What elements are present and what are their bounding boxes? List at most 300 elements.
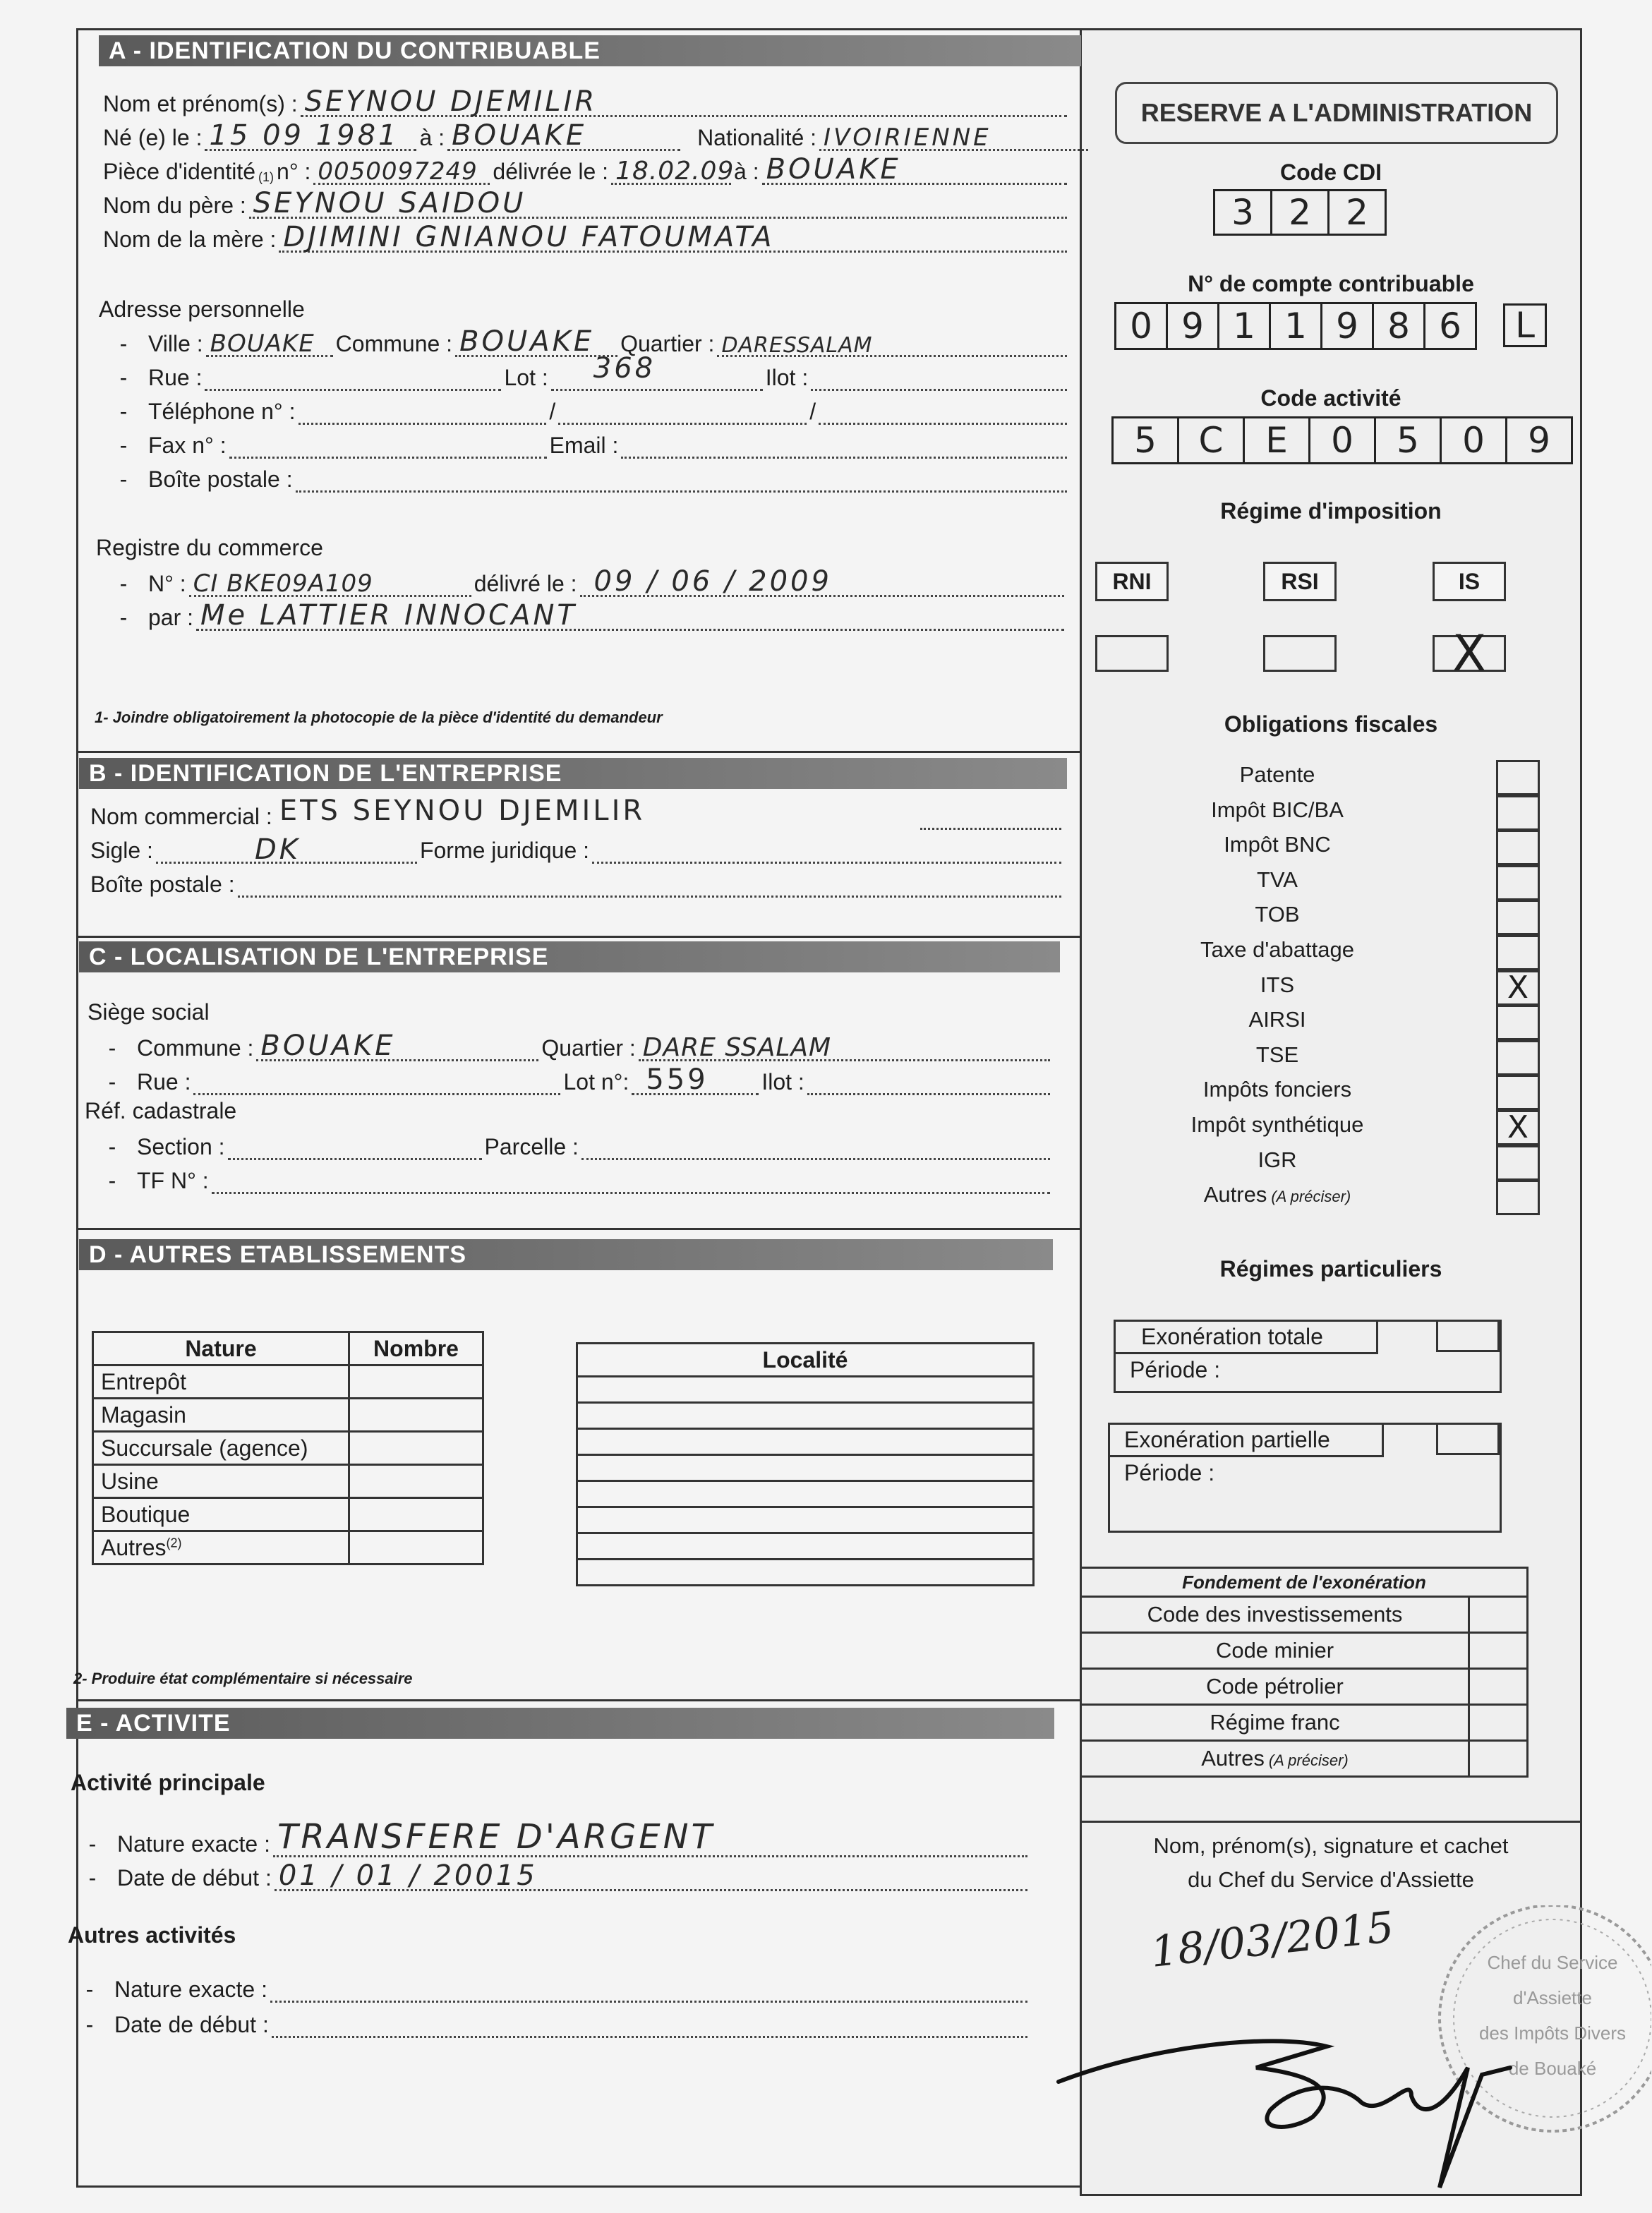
row-date-debut: [68, 1859, 1030, 1891]
boite-postale-field[interactable]: [296, 466, 1067, 493]
lieu-label: à :: [419, 125, 445, 150]
code_cdi-digit[interactable]: 2: [1327, 189, 1387, 236]
table-row: [577, 1455, 1034, 1481]
exoneration-partielle-box: [1108, 1423, 1502, 1533]
table-row: [577, 1481, 1034, 1507]
stamp-and-signature: [1044, 1905, 1651, 2213]
bullet: -: [119, 466, 128, 492]
localite-cell[interactable]: [577, 1403, 1034, 1429]
exoneration-totale-label: Exonération totale: [1116, 1322, 1378, 1354]
obligation-item: [1101, 1182, 1454, 1207]
nature-cell: [93, 1531, 349, 1564]
b-boite-postale-label: Boîte postale :: [90, 872, 235, 897]
separator: /: [809, 399, 816, 424]
localite-cell[interactable]: [577, 1429, 1034, 1455]
localite-cell[interactable]: [577, 1481, 1034, 1507]
obligation-label: AIRSI: [1248, 1007, 1306, 1032]
activite-digit[interactable]: 0: [1308, 416, 1376, 464]
signature-caption-2: du Chef du Service d'Assiette: [1188, 1867, 1474, 1892]
nature-exacte-field[interactable]: [273, 1817, 1027, 1857]
activite-digit[interactable]: 5: [1111, 416, 1179, 464]
obligation-label: Patente: [1239, 762, 1315, 787]
table-row: [577, 1560, 1034, 1586]
nombre-cell[interactable]: [349, 1465, 483, 1498]
row-autres-nature: [65, 1970, 1030, 2003]
obligation-checkbox[interactable]: [1496, 900, 1540, 935]
fondement-cell: [1081, 1597, 1469, 1633]
tf-field[interactable]: [212, 1168, 1050, 1194]
obligation-checkbox[interactable]: [1496, 1005, 1540, 1040]
telephone-field-2[interactable]: [558, 399, 807, 425]
regime-rsi-label: RSI: [1263, 562, 1337, 601]
obligation-label: Impôt synthétique: [1190, 1112, 1364, 1137]
nom-value: SEYNOU DJEMILIR: [304, 85, 598, 118]
fondement-checkbox[interactable]: [1469, 1705, 1528, 1741]
c-commune-label: Commune :: [137, 1035, 254, 1061]
piece-value: 0050097249: [318, 157, 478, 186]
rc-par-field[interactable]: [196, 599, 1064, 632]
rc-delivre-value: 09 / 06 / 2009: [593, 565, 832, 598]
table-row: [577, 1533, 1034, 1560]
bullet: -: [119, 365, 128, 390]
bullet: -: [119, 571, 128, 596]
bullet: -: [88, 1865, 97, 1891]
obligation-label: IGR: [1258, 1147, 1297, 1172]
obligation-checkbox[interactable]: [1496, 1180, 1540, 1215]
nom-commercial-line: [920, 814, 1061, 830]
row-naissance: [103, 119, 1091, 151]
regime-rni-label: RNI: [1095, 562, 1169, 601]
mere-field[interactable]: [279, 221, 1067, 253]
c-quartier-field[interactable]: [639, 1035, 1050, 1061]
sigle-field[interactable]: [156, 833, 417, 866]
row-autres-debut: [65, 2006, 1030, 2038]
parcelle-field[interactable]: [581, 1134, 1050, 1160]
autres-activites-heading: Autres activités: [68, 1922, 236, 1948]
code_cdi-digit[interactable]: 2: [1270, 189, 1330, 236]
localite-cell[interactable]: [577, 1455, 1034, 1481]
table-row: [577, 1403, 1034, 1429]
table-row: [93, 1399, 483, 1432]
table-row: [1081, 1633, 1528, 1669]
rue-label: Rue :: [148, 365, 203, 390]
sigle-value: DK: [254, 833, 301, 866]
ne-value: 15 09 1981: [209, 119, 399, 152]
regime-rni-checkbox[interactable]: [1095, 635, 1169, 672]
parcelle-label: Parcelle :: [484, 1134, 579, 1159]
activite-digit[interactable]: 5: [1374, 416, 1442, 464]
obligation-label: TSE: [1255, 1042, 1299, 1067]
bullet: -: [119, 399, 128, 424]
nature-cell: [93, 1432, 349, 1465]
obligation-item: [1101, 1007, 1454, 1032]
obligation-checkbox[interactable]: [1496, 1145, 1540, 1181]
commune-value: BOUAKE: [459, 325, 595, 358]
section-a-header: A - IDENTIFICATION DU CONTRIBUABLE: [99, 35, 1081, 66]
ne-field[interactable]: [205, 119, 416, 152]
telephone-field-1[interactable]: [299, 399, 547, 425]
compte-key-box: [1503, 303, 1547, 347]
section-d-header: D - AUTRES ETABLISSEMENTS: [79, 1239, 1053, 1270]
localite-cell[interactable]: [577, 1377, 1034, 1403]
lieu-value: BOUAKE: [452, 119, 587, 152]
localite-cell[interactable]: [577, 1507, 1034, 1533]
email-label: Email :: [549, 433, 619, 458]
bullet: -: [108, 1168, 116, 1193]
code_cdi-digit[interactable]: 3: [1213, 189, 1272, 236]
localite-cell[interactable]: [577, 1533, 1034, 1560]
fondement-checkbox[interactable]: [1469, 1597, 1528, 1633]
obligation-item: [1101, 1077, 1454, 1102]
obligation-checkbox[interactable]: [1496, 865, 1540, 900]
row-sigle: [90, 831, 1064, 864]
row-rue: [99, 352, 1070, 391]
regime-imposition-label: Régime d'imposition: [1220, 498, 1442, 524]
section-b-header: B - IDENTIFICATION DE L'ENTREPRISE: [79, 758, 1067, 789]
section-c-header: C - LOCALISATION DE L'ENTREPRISE: [79, 941, 1060, 972]
nature-cell: [93, 1498, 349, 1531]
ilot-field[interactable]: [811, 365, 1067, 391]
obligation-item: [1101, 1042, 1454, 1068]
table-row: [93, 1432, 483, 1465]
row-mere: [103, 220, 1070, 253]
table-row: [93, 1531, 483, 1564]
ref-cadastrale-heading: Réf. cadastrale: [85, 1098, 237, 1123]
regime-rsi-checkbox[interactable]: [1263, 635, 1337, 672]
compte-boxes: [1116, 302, 1477, 350]
exoneration-partielle-checkbox[interactable]: [1436, 1423, 1500, 1455]
autres-debut-label: Date de début :: [114, 2012, 269, 2037]
col-nature: Nature: [93, 1332, 349, 1365]
divider: [1080, 1821, 1582, 1823]
footnote-2: 2- Produire état complémentaire si nécessaire: [73, 1670, 413, 1687]
stamp-line: de Bouaké: [1508, 2058, 1597, 2079]
ville-value: BOUAKE: [210, 330, 315, 358]
regime-is-label: IS: [1433, 562, 1506, 601]
siege-heading: Siège social: [88, 999, 210, 1025]
table-row: [1081, 1597, 1528, 1633]
b-boite-postale-field[interactable]: [238, 872, 1061, 898]
row-telephone: [99, 392, 1070, 425]
obligation-label: ITS: [1260, 972, 1295, 997]
tf-label: TF N° :: [137, 1168, 209, 1193]
fondement-label: Autres: [1201, 1746, 1265, 1771]
divider: [76, 1699, 1081, 1701]
fondement-title: Fondement de l'exonération: [1081, 1568, 1528, 1597]
bullet: -: [119, 331, 128, 356]
c-commune-field[interactable]: [256, 1030, 538, 1062]
table-row: [93, 1465, 483, 1498]
telephone-field-3[interactable]: [819, 399, 1067, 425]
table-row: [577, 1429, 1034, 1455]
telephone-label: Téléphone n° :: [148, 399, 296, 424]
mere-value: DJIMINI GNIANOU FATOUMATA: [283, 221, 775, 253]
col-nombre: Nombre: [349, 1332, 483, 1365]
fondement-label: Régime franc: [1210, 1710, 1340, 1735]
rc-no-value: CI BKE09A109: [193, 569, 373, 598]
stamp-line: Chef du Service: [1487, 1952, 1618, 1973]
obligation-item: [1101, 972, 1454, 998]
date-debut-value: 01 / 01 / 20015: [278, 1859, 538, 1892]
boite-postale-label: Boîte postale :: [148, 466, 293, 492]
nature-label: Boutique: [101, 1501, 191, 1527]
row-ville: [99, 325, 1070, 357]
autres-nature-label: Nature exacte :: [114, 1977, 267, 2002]
c-ilot-field[interactable]: [807, 1069, 1050, 1095]
nationalite-label: Nationalité :: [697, 125, 817, 150]
ne-label: Né (e) le :: [103, 125, 203, 150]
piece-no-label: n° :: [277, 159, 311, 184]
activite-digit[interactable]: E: [1243, 416, 1310, 464]
compte-digit[interactable]: 6: [1423, 302, 1477, 350]
obligation-checkbox[interactable]: [1496, 935, 1540, 970]
fax-label: Fax n° :: [148, 433, 227, 458]
exoneration-partielle-label: Exonération partielle: [1110, 1425, 1384, 1457]
nature-label: Autres: [101, 1534, 167, 1560]
nombre-cell[interactable]: [349, 1365, 483, 1399]
c-rue-label: Rue :: [137, 1069, 191, 1095]
c-quartier-value: DARE SSALAM: [642, 1033, 832, 1062]
obligation-label: TOB: [1255, 902, 1300, 927]
nom-commercial-field[interactable]: [275, 795, 915, 830]
code-activite-boxes: [1114, 416, 1573, 464]
obligation-label: Taxe d'abattage: [1200, 937, 1354, 962]
compte-digit[interactable]: 1: [1269, 302, 1322, 350]
date-debut-field[interactable]: [275, 1859, 1027, 1892]
row-tf: [88, 1162, 1053, 1194]
code-cdi-label: Code CDI: [1280, 159, 1382, 185]
nombre-cell[interactable]: [349, 1432, 483, 1465]
obligation-note: (A préciser): [1271, 1188, 1351, 1206]
signature-icon: [1059, 2041, 1510, 2188]
rc-no-label: N° :: [148, 571, 186, 596]
nature-cell: [93, 1365, 349, 1399]
row-nom-commercial: [90, 797, 1064, 830]
nature-label: Magasin: [101, 1401, 186, 1428]
obligation-label: Impôt BNC: [1224, 832, 1331, 857]
compte-digit[interactable]: 9: [1320, 302, 1374, 350]
regime-is-checkbox[interactable]: X: [1433, 635, 1506, 672]
fondement-label: Code des investissements: [1147, 1602, 1403, 1627]
nombre-cell[interactable]: [349, 1399, 483, 1432]
section-field[interactable]: [228, 1134, 482, 1160]
reserve-administration-title: RESERVE A L'ADMINISTRATION: [1115, 82, 1558, 144]
delivree-value: 18.02.09: [615, 157, 735, 186]
nationalite-value: IVOIRIENNE: [824, 123, 991, 152]
c-lot-label: Lot n°:: [563, 1069, 629, 1095]
obligation-item: [1101, 902, 1454, 927]
c-commune-value: BOUAKE: [260, 1030, 396, 1062]
c-rue-field[interactable]: [193, 1069, 560, 1095]
nature-label: Usine: [101, 1468, 159, 1494]
row-c-commune: [88, 1029, 1053, 1061]
obligation-label: TVA: [1257, 867, 1298, 892]
nature-exacte-label: Nature exacte :: [117, 1831, 270, 1857]
compte-digit[interactable]: 9: [1166, 302, 1219, 350]
c-lot-field[interactable]: [632, 1063, 759, 1096]
compte-key[interactable]: L: [1503, 303, 1547, 347]
forme-juridique-field[interactable]: [592, 838, 1061, 864]
fondement-table: [1080, 1567, 1529, 1778]
compte-label: N° de compte contribuable: [1188, 271, 1474, 296]
nature-label: Succursale (agence): [101, 1435, 308, 1461]
exoneration-totale-periode: Période :: [1130, 1357, 1221, 1382]
autres-debut-field[interactable]: [272, 2012, 1027, 2038]
localite-table: [576, 1342, 1035, 1586]
col-localite: Localité: [577, 1344, 1034, 1377]
fondement-cell: [1081, 1669, 1469, 1705]
obligation-checkbox[interactable]: [1496, 830, 1540, 865]
exoneration-totale-box: [1114, 1320, 1502, 1393]
fondement-cell: [1081, 1633, 1469, 1669]
ilot-label: Ilot :: [765, 365, 809, 390]
obligation-item: [1101, 1147, 1454, 1173]
nombre-cell[interactable]: [349, 1531, 483, 1564]
bullet: -: [88, 1831, 97, 1857]
row-pere: [103, 186, 1070, 219]
divider: [76, 751, 1081, 753]
bullet: -: [108, 1134, 116, 1159]
row-b-boite-postale: [90, 865, 1064, 898]
signature-date: 18/03/2015: [1148, 1903, 1397, 1977]
localite-cell[interactable]: [577, 1560, 1034, 1586]
delivree-label: délivrée le :: [493, 159, 609, 184]
row-fax: [99, 426, 1070, 459]
ville-label: Ville :: [148, 331, 203, 356]
row-registre-no: [99, 565, 1067, 597]
obligation-item: [1101, 832, 1454, 857]
table-row: [93, 1365, 483, 1399]
fondement-note: (A préciser): [1268, 1751, 1349, 1769]
nature-cell: [93, 1465, 349, 1498]
rc-par-label: par :: [148, 605, 194, 630]
row-nature-exacte: [68, 1817, 1030, 1857]
rc-par-value: Me LATTIER INNOCANT: [200, 599, 577, 632]
fondement-cell: [1081, 1741, 1469, 1777]
compte-digit[interactable]: 1: [1217, 302, 1271, 350]
lieu-field[interactable]: [447, 119, 680, 152]
row-nom: [103, 85, 1070, 117]
nature-label: Entrepôt: [101, 1368, 186, 1394]
delivree-a-field[interactable]: [762, 153, 1067, 186]
obligation-checkbox[interactable]: [1496, 1075, 1540, 1110]
adresse-heading: Adresse personnelle: [99, 296, 305, 322]
exoneration-totale-checkbox[interactable]: [1436, 1320, 1500, 1352]
registre-heading: Registre du commerce: [96, 535, 323, 560]
delivree-field[interactable]: [611, 157, 735, 186]
footnote-ref: (2): [166, 1535, 182, 1550]
row-boite-postale: [99, 460, 1070, 493]
compte-digit[interactable]: 0: [1114, 302, 1168, 350]
rc-no-field[interactable]: [189, 571, 471, 597]
obligation-label: Impôts fonciers: [1202, 1077, 1352, 1102]
obligation-checkbox[interactable]: [1496, 760, 1540, 795]
fondement-checkbox[interactable]: [1469, 1741, 1528, 1777]
obligation-label: Autres: [1203, 1182, 1267, 1207]
pere-field[interactable]: [249, 187, 1067, 219]
ville-field[interactable]: [206, 331, 333, 357]
piece-label: Pièce d'identité: [103, 159, 256, 184]
rue-field[interactable]: [205, 365, 501, 391]
lot-field[interactable]: [551, 352, 763, 391]
row-c-rue: [88, 1063, 1053, 1095]
c-ilot-label: Ilot :: [761, 1069, 804, 1095]
fondement-label: Code minier: [1215, 1638, 1334, 1663]
obligation-label: Impôt BIC/BA: [1211, 797, 1344, 822]
separator: /: [549, 399, 556, 424]
obligation-item: [1101, 797, 1454, 823]
piece-footnote-ref: (1): [258, 170, 275, 184]
autres-nature-field[interactable]: [270, 1977, 1027, 2003]
sigle-label: Sigle :: [90, 838, 153, 863]
nationalite-field[interactable]: [819, 125, 1088, 151]
obligation-checkbox[interactable]: X: [1496, 1110, 1540, 1145]
section-e-header: E - ACTIVITE: [66, 1708, 1054, 1739]
row-section-parcelle: [88, 1128, 1053, 1160]
delivree-a-label: à :: [734, 159, 759, 184]
nom-commercial-value: ETS SEYNOU DJEMILIR: [279, 795, 646, 827]
activite-digit[interactable]: C: [1177, 416, 1245, 464]
quartier-field[interactable]: [717, 331, 1067, 357]
date-debut-label: Date de début :: [117, 1865, 272, 1891]
nature-cell: [93, 1399, 349, 1432]
nom-field[interactable]: [301, 85, 1067, 118]
obligation-item: [1101, 937, 1454, 963]
code-cdi-boxes: [1215, 189, 1387, 236]
commune-label: Commune :: [335, 331, 453, 356]
bullet: -: [85, 1977, 94, 2002]
row-piece: [103, 152, 1070, 185]
table-row: [577, 1507, 1034, 1533]
divider: [76, 936, 1081, 938]
bullet: -: [119, 605, 128, 630]
lot-label: Lot :: [504, 365, 548, 390]
activite-digit[interactable]: 0: [1440, 416, 1507, 464]
email-field[interactable]: [621, 433, 1067, 459]
bullet: -: [119, 433, 128, 458]
table-row: [1081, 1741, 1528, 1777]
exoneration-partielle-periode: Période :: [1124, 1460, 1215, 1485]
bullet: -: [108, 1035, 116, 1061]
fondement-checkbox[interactable]: [1469, 1669, 1528, 1705]
compte-digit[interactable]: 8: [1372, 302, 1425, 350]
etablissements-table: [92, 1331, 484, 1565]
obligation-checkbox[interactable]: X: [1496, 970, 1540, 1006]
activite-digit[interactable]: 9: [1505, 416, 1573, 464]
forme-juridique-label: Forme juridique :: [419, 838, 590, 863]
c-quartier-label: Quartier :: [541, 1035, 636, 1061]
c-lot-value: 559: [646, 1063, 709, 1096]
section-label: Section :: [137, 1134, 225, 1159]
rc-delivre-field[interactable]: [580, 565, 1064, 598]
code-activite-label: Code activité: [1260, 385, 1401, 411]
bullet: -: [85, 2012, 94, 2037]
pere-value: SEYNOU SAIDOU: [253, 187, 526, 219]
footnote-1: 1- Joindre obligatoirement la photocopie de la pièce d'identité du demandeur: [95, 708, 663, 726]
obligations-fiscales-label: Obligations fiscales: [1224, 711, 1438, 737]
piece-field[interactable]: [313, 159, 490, 185]
obligation-checkbox[interactable]: [1496, 1040, 1540, 1075]
fondement-checkbox[interactable]: [1469, 1633, 1528, 1669]
fax-field[interactable]: [229, 433, 547, 459]
quartier-label: Quartier :: [620, 331, 715, 356]
stamp-line: d'Assiette: [1513, 1987, 1592, 2008]
table-row: [93, 1498, 483, 1531]
nombre-cell[interactable]: [349, 1498, 483, 1531]
obligation-checkbox[interactable]: [1496, 795, 1540, 831]
quartier-value: DARESSALAM: [721, 333, 873, 358]
nom-commercial-label: Nom commercial :: [90, 804, 272, 829]
